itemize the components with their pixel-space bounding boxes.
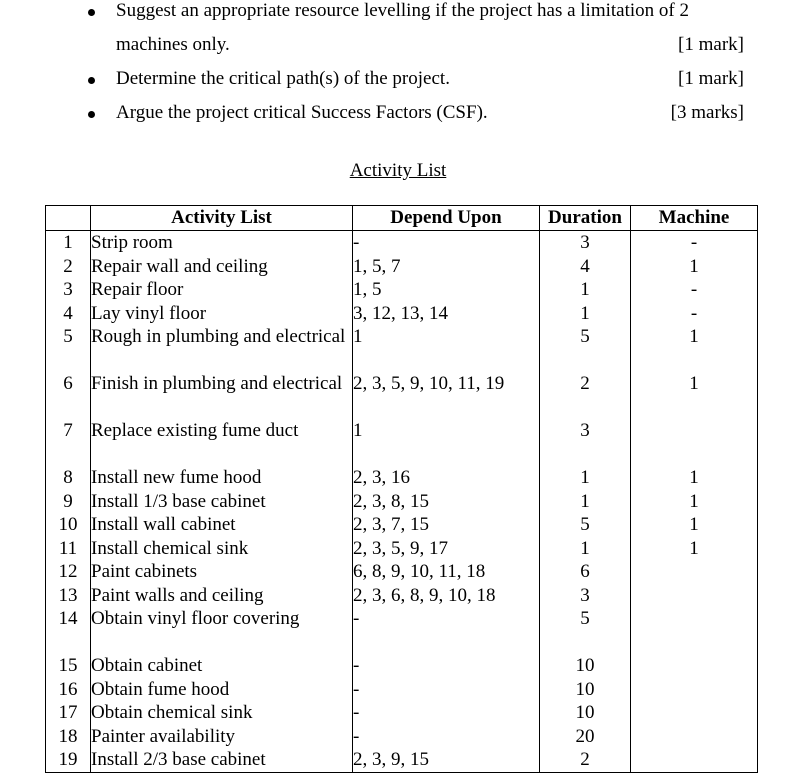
table-row [46,302,758,326]
activity-table [45,205,758,773]
activity-name: Obtain chemical sink [91,701,353,725]
table-row [46,701,758,725]
depend-upon: 2, 3, 8, 15 [353,490,540,514]
activity-name: Strip room [91,231,353,255]
activity-name: Replace existing fume duct [91,419,353,466]
depend-upon: - [353,725,540,749]
duration: 3 [540,419,631,466]
header-machine: Machine [631,206,758,231]
machine: 1 [631,537,758,561]
machine: 1 [631,513,758,537]
machine: - [631,231,758,255]
row-number: 6 [46,372,91,419]
machine [631,678,758,702]
depend-upon: 1, 5 [353,278,540,302]
table-row [46,278,758,302]
table-row [46,654,758,678]
depend-upon: - [353,231,540,255]
activity-name: Repair wall and ceiling [91,255,353,279]
header-depend-upon: Depend Upon [353,206,540,231]
machine [631,419,758,466]
row-number: 11 [46,537,91,561]
duration: 2 [540,748,631,772]
activity-name: Install chemical sink [91,537,353,561]
duration: 20 [540,725,631,749]
machine: 1 [631,466,758,490]
bullet-2-marks: [1 mark] [678,68,744,89]
table-row [46,325,758,372]
bullet-3-marks: [3 marks] [670,102,744,123]
duration: 5 [540,513,631,537]
machine: 1 [631,325,758,372]
table-row [46,231,758,255]
activity-name: Paint cabinets [91,560,353,584]
machine: 1 [631,490,758,514]
duration: 2 [540,372,631,419]
row-number: 4 [46,302,91,326]
activity-name: Install new fume hood [91,466,353,490]
machine: 1 [631,255,758,279]
depend-upon: - [353,701,540,725]
table-row [46,560,758,584]
row-number: 13 [46,584,91,608]
duration: 1 [540,302,631,326]
depend-upon: 3, 12, 13, 14 [353,302,540,326]
depend-upon: 2, 3, 6, 8, 9, 10, 18 [353,584,540,608]
row-number: 7 [46,419,91,466]
activity-name: Obtain fume hood [91,678,353,702]
activity-name: Finish in plumbing and electrical [91,372,353,419]
machine: - [631,278,758,302]
table-row [46,537,758,561]
row-number: 9 [46,490,91,514]
table-header-row [46,206,758,231]
header-number [46,206,91,231]
duration: 4 [540,255,631,279]
duration: 10 [540,678,631,702]
duration: 5 [540,325,631,372]
row-number: 16 [46,678,91,702]
machine [631,701,758,725]
bullet-1-marks: [1 mark] [678,34,744,55]
row-number: 19 [46,748,91,772]
row-number: 10 [46,513,91,537]
row-number: 3 [46,278,91,302]
duration: 10 [540,701,631,725]
table-row [46,725,758,749]
table-row [46,490,758,514]
depend-upon: 2, 3, 5, 9, 17 [353,537,540,561]
duration: 10 [540,654,631,678]
activity-name: Install 2/3 base cabinet [91,748,353,772]
duration: 1 [540,537,631,561]
table-row [46,513,758,537]
machine [631,560,758,584]
table-row [46,466,758,490]
machine [631,748,758,772]
machine [631,725,758,749]
depend-upon: - [353,678,540,702]
bullet-2-text: Determine the critical path(s) of the project. [116,68,450,89]
table-row [46,419,758,466]
row-number: 17 [46,701,91,725]
row-number: 15 [46,654,91,678]
row-number: 1 [46,231,91,255]
row-number: 2 [46,255,91,279]
duration: 3 [540,231,631,255]
activity-name: Painter availability [91,725,353,749]
depend-upon: 1 [353,325,540,372]
machine: 1 [631,372,758,419]
activity-name: Repair floor [91,278,353,302]
machine: - [631,302,758,326]
activity-name: Obtain vinyl floor covering [91,607,353,654]
table-row [46,607,758,654]
table-row [46,678,758,702]
header-activity: Activity List [91,206,353,231]
bullet-dot [88,111,95,118]
activity-name: Obtain cabinet [91,654,353,678]
depend-upon: 2, 3, 7, 15 [353,513,540,537]
table-row [46,584,758,608]
activity-name: Lay vinyl floor [91,302,353,326]
table-body [46,231,758,773]
duration: 1 [540,466,631,490]
row-number: 18 [46,725,91,749]
bullet-3-text: Argue the project critical Success Factors (CSF). [116,102,488,123]
bullet-1-line-2: machines only. [116,34,230,55]
activity-name: Install 1/3 base cabinet [91,490,353,514]
bullet-dot [88,9,95,16]
duration: 6 [540,560,631,584]
depend-upon: - [353,607,540,654]
table-row [46,748,758,772]
depend-upon: 6, 8, 9, 10, 11, 18 [353,560,540,584]
header-duration: Duration [540,206,631,231]
activity-name: Install wall cabinet [91,513,353,537]
depend-upon: 2, 3, 5, 9, 10, 11, 19 [353,372,540,419]
table-row [46,255,758,279]
depend-upon: 1 [353,419,540,466]
row-number: 5 [46,325,91,372]
machine [631,654,758,678]
depend-upon: 1, 5, 7 [353,255,540,279]
duration: 1 [540,490,631,514]
activity-name: Paint walls and ceiling [91,584,353,608]
depend-upon: - [353,654,540,678]
machine [631,584,758,608]
bullet-dot [88,77,95,84]
row-number: 8 [46,466,91,490]
row-number: 14 [46,607,91,654]
depend-upon: 2, 3, 16 [353,466,540,490]
bullet-1-line-1: Suggest an appropriate resource levelling if the project has a limitation of 2 [116,0,689,21]
activity-name: Rough in plumbing and electrical [91,325,353,372]
table-caption: Activity List [349,160,447,181]
table-row [46,372,758,419]
depend-upon: 2, 3, 9, 15 [353,748,540,772]
duration: 5 [540,607,631,654]
duration: 3 [540,584,631,608]
duration: 1 [540,278,631,302]
row-number: 12 [46,560,91,584]
machine [631,607,758,654]
